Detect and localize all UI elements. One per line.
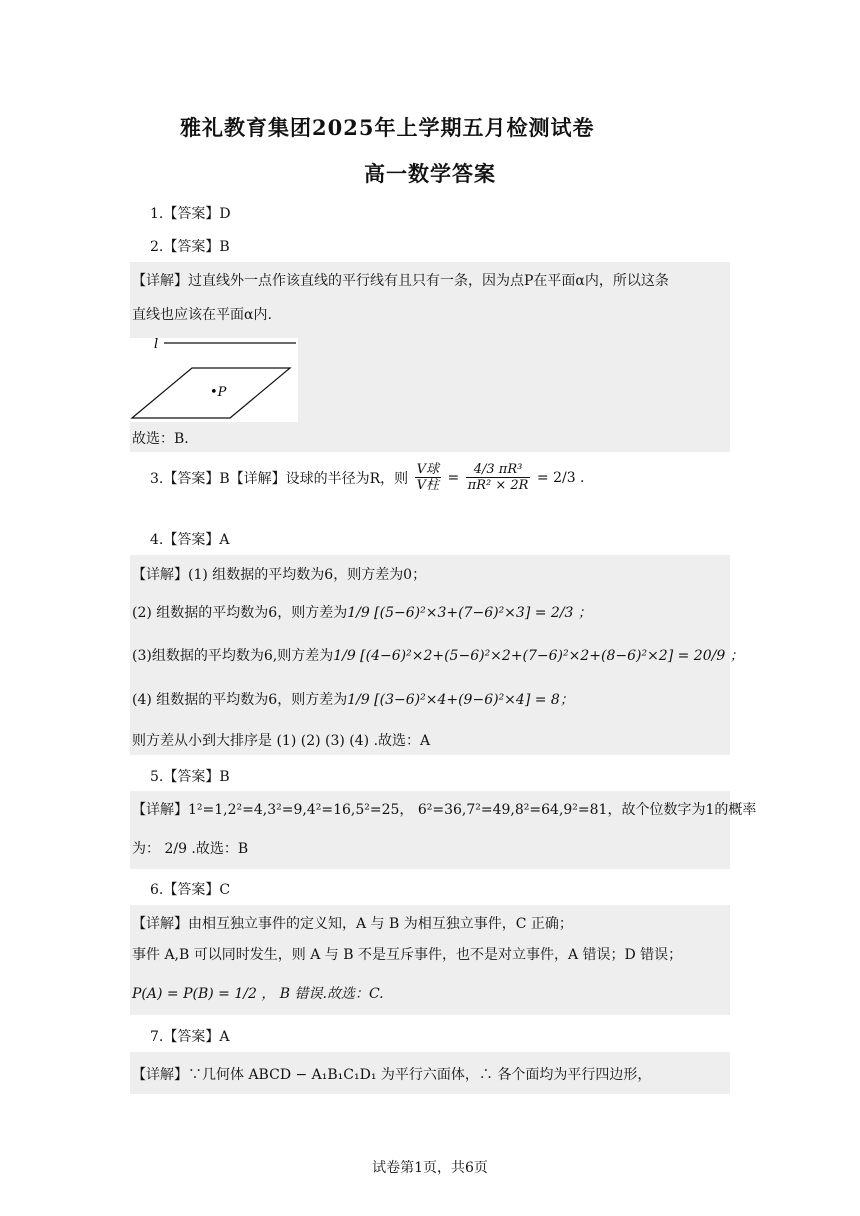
q4-line5: 则方差从小到大排序是 (1) (2) (3) (4) .故选：A bbox=[132, 733, 431, 749]
q4-line4-math: 1/9 [(3−6)²×4+(9−6)²×4] = 8； bbox=[347, 692, 574, 708]
q6-answer: 6.【答案】C bbox=[150, 882, 231, 898]
q4-line4 bbox=[132, 689, 574, 709]
page-subtitle: 高一数学答案 bbox=[364, 161, 496, 186]
q4-detail-box bbox=[130, 555, 744, 755]
q7-answer: 7.【答案】A bbox=[150, 1029, 230, 1045]
q2-choice: 故选：B. bbox=[132, 431, 189, 447]
q2-detail-line2: 直线也应该在平面α内. bbox=[132, 307, 272, 323]
q5-line1: 【详解】1²=1,2²=4,3²=9,4²=16,5²=25， 6²=36,7²=49,8²=64,9²=81，故个位数字为1的概率 bbox=[132, 802, 757, 818]
q4-line3-text: (3)组数据的平均数为6,则方差为 bbox=[132, 648, 334, 664]
q2-detail-line1: 【详解】过直线外一点作该直线的平行线有且只有一条，因为点P在平面α内，所以这条 bbox=[132, 273, 669, 289]
q5-line2: 为： 2/9 .故选：B bbox=[132, 841, 249, 857]
q7-line1: 【详解】∵几何体 ABCD − A₁B₁C₁D₁ 为平行六面体，∴ 各个面均为平行四边形， bbox=[132, 1067, 652, 1083]
q4-line4-text: (4) 组数据的平均数为6，则方差为 bbox=[132, 692, 348, 708]
label-p: •P bbox=[210, 385, 227, 400]
plane-line-diagram bbox=[130, 338, 298, 422]
q4-answer: 4.【答案】A bbox=[150, 532, 230, 548]
q2-detail-box bbox=[130, 262, 730, 452]
q4-line1: 【详解】(1) 组数据的平均数为6，则方差为0； bbox=[132, 567, 427, 583]
q3-big-frac bbox=[466, 462, 531, 493]
q5-answer: 5.【答案】B bbox=[150, 769, 230, 785]
q3-prefix: 3.【答案】B【详解】设球的半径为R，则 bbox=[150, 470, 409, 487]
q2-answer: 2.【答案】B bbox=[150, 239, 230, 255]
page-footer: 试卷第1页，共6页 bbox=[372, 1160, 488, 1176]
page-title: 雅礼教育集团2025年上学期五月检测试卷 bbox=[180, 115, 595, 140]
q4-line2-math: 1/9 [(5−6)²×3+(7−6)²×3] = 2/3 ； bbox=[347, 605, 592, 621]
q7-detail-box bbox=[130, 1052, 730, 1094]
q3-big-num: 4/3 πR³ bbox=[466, 462, 531, 478]
q3-big-den: πR² × 2R bbox=[467, 478, 529, 493]
q3-result: = 2/3 . bbox=[536, 469, 585, 486]
q6-line3: P(A) = P(B) = 1/2 ， B 错误.故选：C. bbox=[132, 986, 384, 1002]
label-l: l bbox=[154, 338, 159, 352]
q3-row bbox=[150, 462, 585, 512]
q3-v-num: V球 bbox=[416, 462, 440, 477]
q3-eq: = bbox=[447, 469, 460, 486]
q6-line1: 【详解】由相互独立事件的定义知，A 与 B 为相互独立事件，C 正确； bbox=[132, 916, 573, 932]
q2-figure bbox=[130, 338, 298, 422]
q4-line3 bbox=[132, 645, 744, 665]
q5-detail-box bbox=[130, 791, 757, 869]
q3-volume-ratio bbox=[415, 462, 441, 493]
q6-detail-box bbox=[130, 905, 730, 1015]
q6-line2: 事件 A,B 可以同时发生，则 A 与 B 不是互斥事件，也不是对立事件，A 错误；D 错误； bbox=[132, 947, 683, 963]
q4-line2-text: (2) 组数据的平均数为6，则方差为 bbox=[132, 605, 348, 621]
q1-answer: 1.【答案】D bbox=[150, 206, 231, 222]
q4-line3-math: 1/9 [(4−6)²×2+(5−6)²×2+(7−6)²×2+(8−6)²×2] = 20/9 ； bbox=[333, 648, 744, 664]
q3-v-den: V柱 bbox=[416, 478, 440, 493]
q4-line2 bbox=[132, 602, 592, 622]
